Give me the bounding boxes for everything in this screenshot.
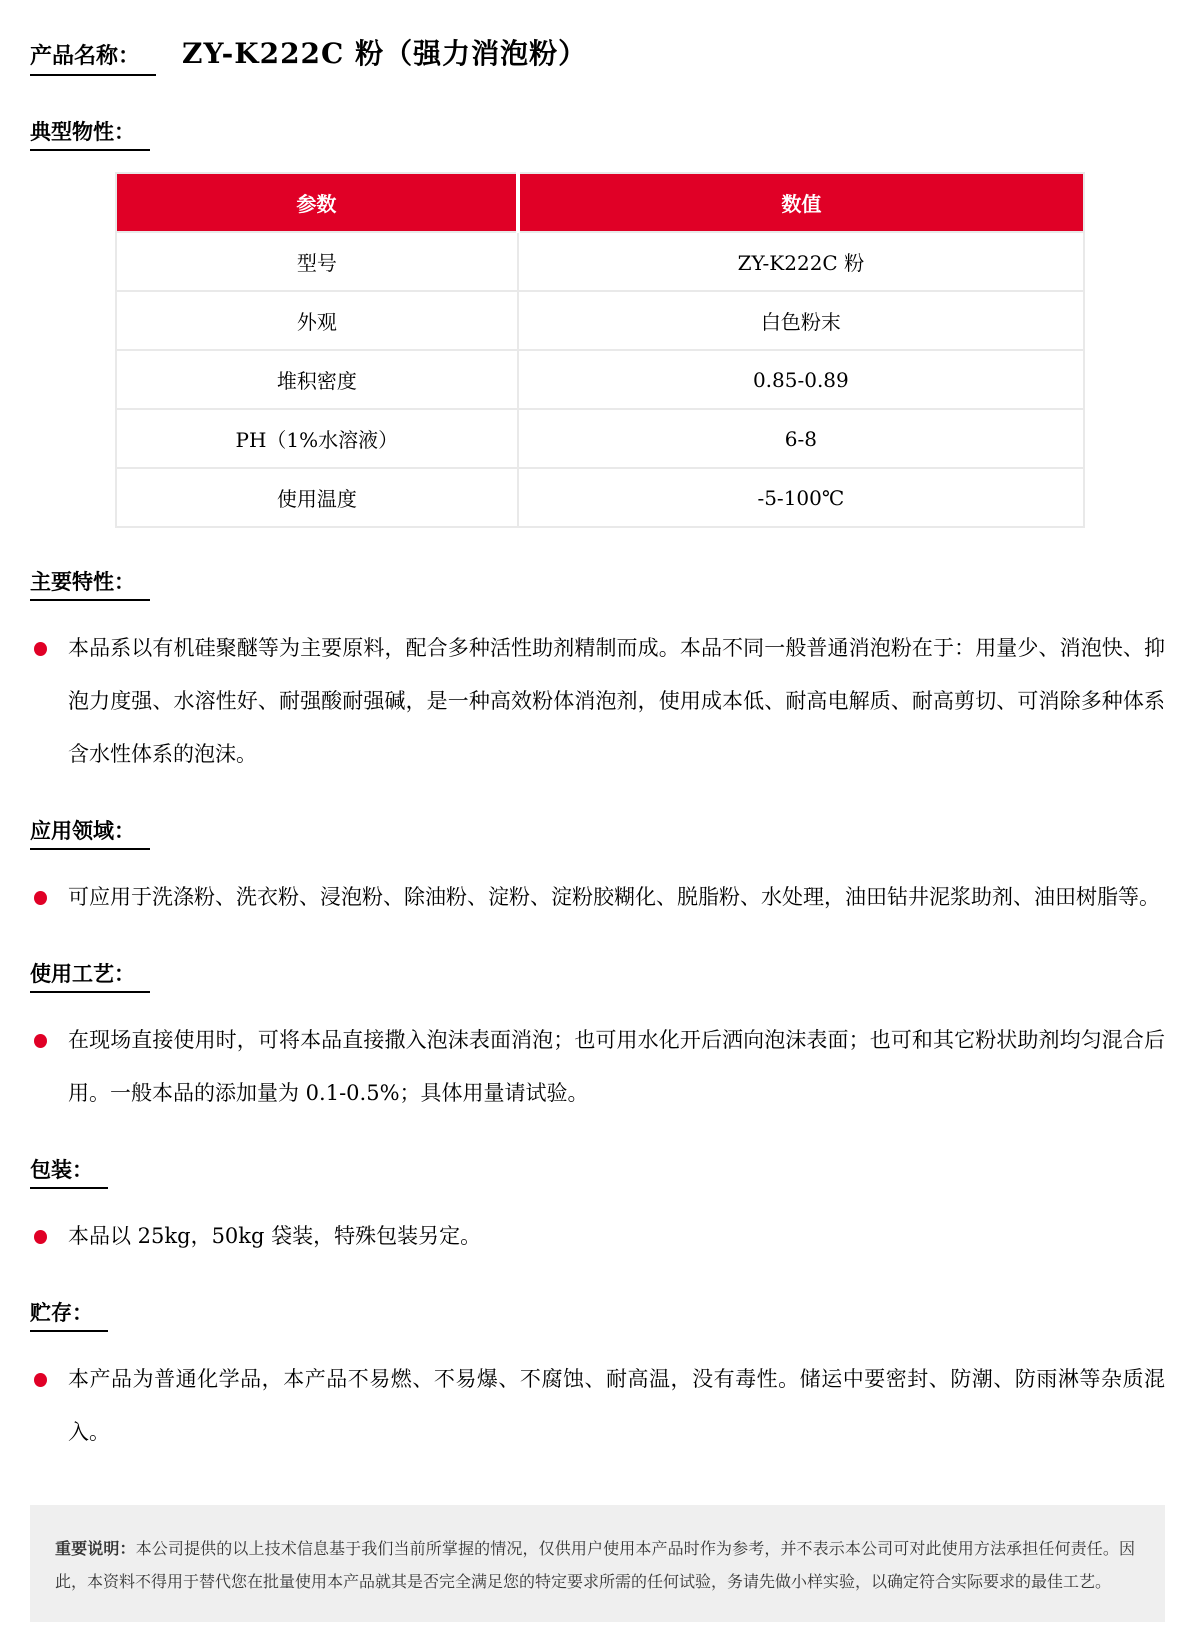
table-row <box>116 291 1084 350</box>
section-heading-text: 包装： <box>30 1157 108 1189</box>
notice-text: 本公司提供的以上技术信息基于我们当前所掌握的情况，仅供用户使用本产品时作为参考，并不表示本公司可对此使用方法承担任何责任。因此，本资料不得用于替代您在批量使用本产品就其是否完全满足您的特定要求所需的任何试验，务请先做小样实验，以确定符合实际要求的最佳工艺。 <box>55 1539 1135 1591</box>
table-cell-value: 0.85-0.89 <box>518 350 1084 409</box>
packaging-text: 本品以 25kg，50kg 袋装，特殊包装另定。 <box>68 1224 482 1248</box>
applications-text: 可应用于洗涤粉、洗衣粉、浸泡粉、除油粉、淀粉、淀粉胶糊化、脱脂粉、水处理，油田钻井泥浆助剂、油田树脂等。 <box>68 885 1160 909</box>
section-heading-text: 典型物性： <box>30 119 150 151</box>
usage-list <box>30 1014 1165 1120</box>
bullet-icon <box>34 891 47 905</box>
section-heading-usage <box>30 958 1165 988</box>
table-cell-value: -5-100℃ <box>518 468 1084 527</box>
table-cell-value: 白色粉末 <box>518 291 1084 350</box>
table-cell-parameter: PH（1%水溶液） <box>116 409 518 468</box>
table-row <box>116 232 1084 291</box>
list-item <box>30 871 1165 924</box>
table-cell-parameter: 堆积密度 <box>116 350 518 409</box>
table-row <box>116 409 1084 468</box>
bullet-icon <box>34 1230 47 1244</box>
table-cell-parameter: 型号 <box>116 232 518 291</box>
bullet-icon <box>34 642 47 656</box>
section-heading-text: 贮存： <box>30 1300 108 1332</box>
storage-list <box>30 1353 1165 1459</box>
important-notice-box <box>30 1505 1165 1622</box>
features-text: 本品系以有机硅聚醚等为主要原料，配合多种活性助剂精制而成。本品不同一般普通消泡粉在于：用量少、消泡快、抑泡力度强、水溶性好、耐强酸耐强碱，是一种高效粉体消泡剂，使用成本低、耐高电解质、耐高剪切、可消除多种体系含水性体系的泡沫。 <box>68 636 1165 766</box>
section-heading-packaging <box>30 1154 1165 1184</box>
section-heading-text: 主要特性： <box>30 569 150 601</box>
section-heading-text: 使用工艺： <box>30 961 150 993</box>
list-item <box>30 1210 1165 1263</box>
table-header-row <box>116 173 1084 232</box>
list-item <box>30 1353 1165 1459</box>
section-heading-features <box>30 566 1165 596</box>
bullet-icon <box>34 1034 47 1048</box>
list-item <box>30 1014 1165 1120</box>
table-cell-parameter: 使用温度 <box>116 468 518 527</box>
product-name-label: 产品名称： <box>30 43 156 76</box>
notice-label: 重要说明： <box>55 1539 136 1558</box>
table-row <box>116 350 1084 409</box>
section-heading-properties <box>30 116 1165 146</box>
product-name-value: ZY-K222C 粉（强力消泡粉） <box>182 37 588 70</box>
bullet-icon <box>34 1373 47 1387</box>
table-cell-parameter: 外观 <box>116 291 518 350</box>
packaging-list <box>30 1210 1165 1263</box>
usage-text: 在现场直接使用时，可将本品直接撒入泡沫表面消泡；也可用水化开后洒向泡沫表面；也可和其它粉状助剂均匀混合后用。一般本品的添加量为 0.1-0.5%；具体用量请试验。 <box>68 1028 1165 1105</box>
column-header-parameter: 参数 <box>116 173 518 232</box>
table-cell-value: 6-8 <box>518 409 1084 468</box>
section-heading-storage <box>30 1297 1165 1327</box>
table-cell-value: ZY-K222C 粉 <box>518 232 1084 291</box>
table-row <box>116 468 1084 527</box>
column-header-value: 数值 <box>518 173 1084 232</box>
applications-list <box>30 871 1165 924</box>
features-list <box>30 622 1165 781</box>
page-title <box>30 32 1165 72</box>
list-item <box>30 622 1165 781</box>
section-heading-text: 应用领域： <box>30 818 150 850</box>
properties-table <box>115 172 1085 528</box>
storage-text: 本产品为普通化学品，本产品不易燃、不易爆、不腐蚀、耐高温，没有毒性。储运中要密封、防潮、防雨淋等杂质混入。 <box>68 1367 1165 1444</box>
section-heading-applications <box>30 815 1165 845</box>
